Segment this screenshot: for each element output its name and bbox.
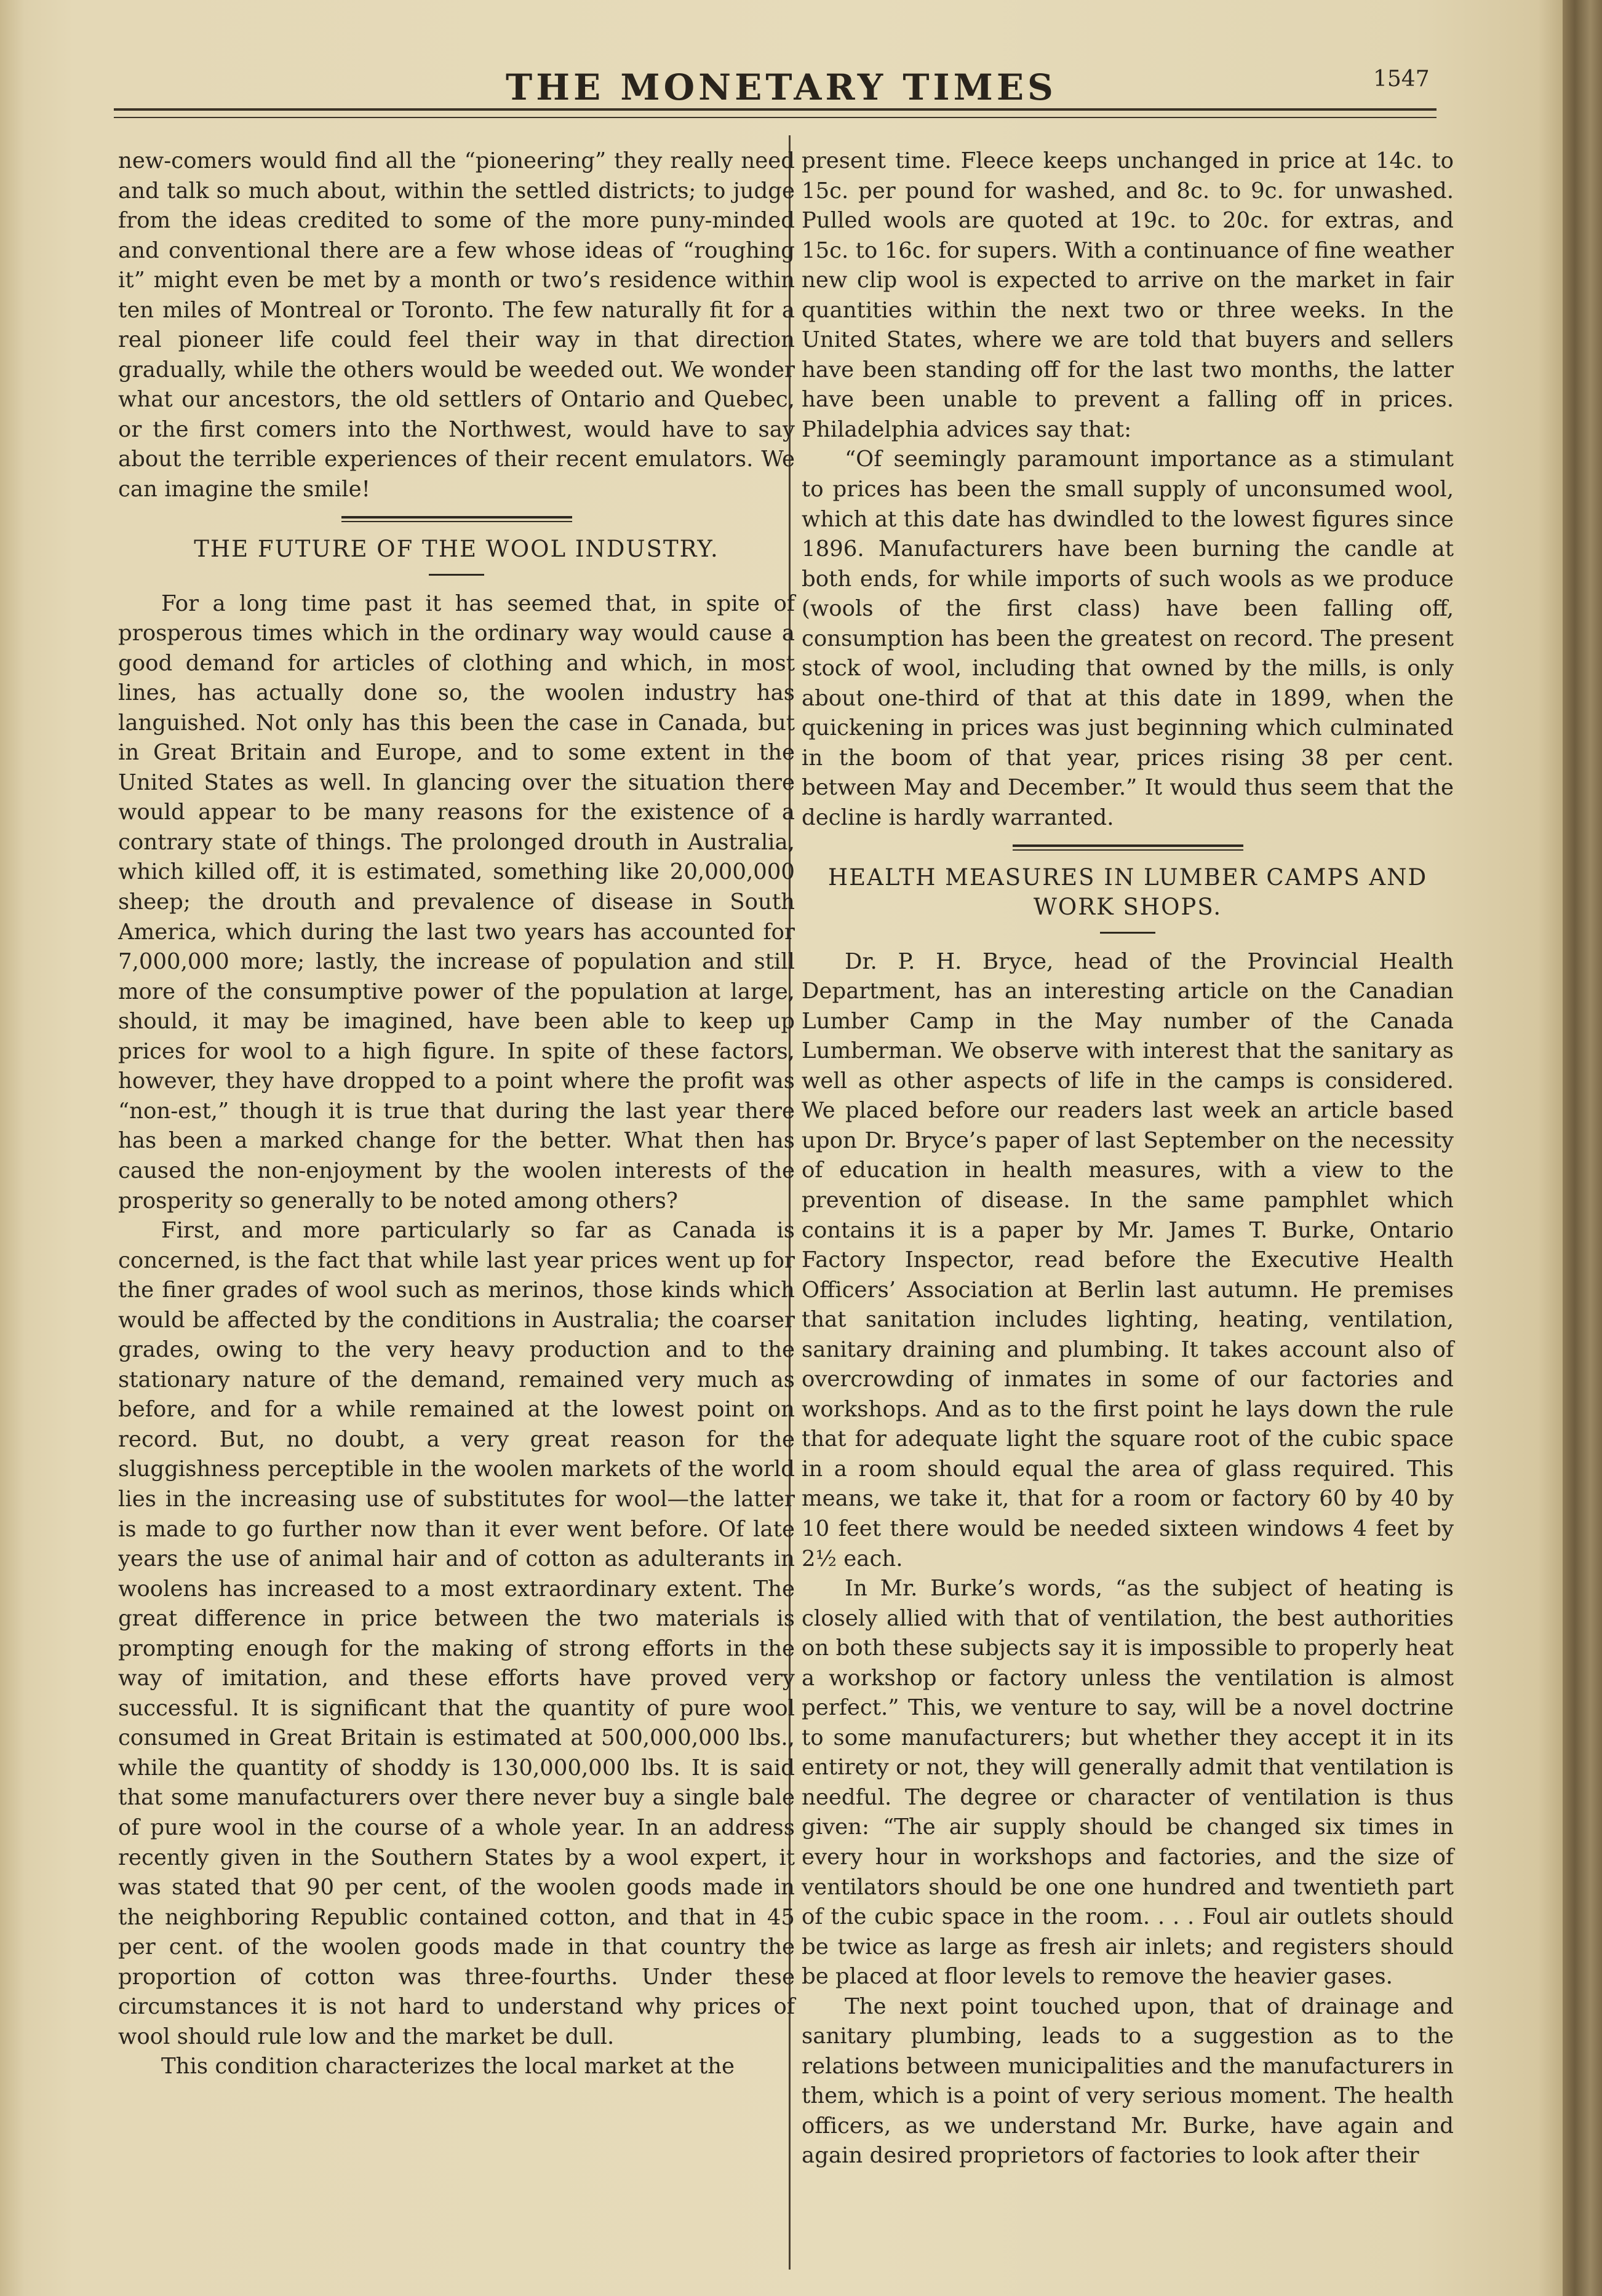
health-paragraph-1: Dr. P. H. Bryce, head of the Provincial Health Department, has an interesting article on the Canadian Lumber Camp in the May number of the Canada Lumberman. We observe with interest that the sanitary as well as other aspects of life in the camps is considered. We placed before our readers last week an article based upon Dr. Bryce’s paper of last September on the necessity of education in health measures, with a view to the prevention of disease. In the same pamphlet which contains it is a paper by Mr. James T. Burke, Ontario Factory Inspector, read before the Executive Health Officers’ Association at Berlin last autumn. He premises that sanitation includes lighting, heating, ventilation, sanitary draining and plumbing. It takes account also of overcrowding of inmates in some of our factories and workshops. And as to the first point he lays down the rule that for adequate light the square root of the cubic space in a room should equal the area of glass required. This means, we take it, that for a room or factory 60 by 40 by 10 feet there would be needed sixteen windows 4 feet by 2½ each. <box>802 948 1454 1571</box>
philadelphia-quote: “Of seemingly paramount importance as a stimulant to prices has been the small supply of unconsumed wool, which at this date has dwindled to the lowest figures since 1896. Manufacturers have been burning the candle at both ends, for while imports of such wools as we produce (wools of the first class) have been falling off, consumption has been the greatest on record. The present stock of wool, including that owned by the mills, is only about one-third of that at this date in 1899, when the quickening in prices was just beginning which culminated in the boom of that year, prices rising 38 per cent. between May and December.” It would thus seem that the decline is hardly warranted. <box>802 447 1454 831</box>
health-paragraph-2: In Mr. Burke’s words, “as the subject of heating is closely allied with that of ventilation, the best authorities on both these subjects say it is impossible to properly heat a workshop or factory unless the ventilation is almost perfect.” This, we venture to say, will be a novel doctrine to some manufacturers; but whether they accept it in its entirety or not, they will generally admit that ventilation is needful. The degree or character of ventilation is thus given: “The air supply should be changed six times in every hour in workshops and factories, and the size of ventilators should be one one hundred and twentieth part of the cubic space in the room. . . . Foul air outlets should be twice as large as fresh air inlets; and registers should be placed at floor levels to remove the heavier gases. <box>802 1576 1454 1990</box>
left-column <box>118 146 795 2082</box>
header-rule-top <box>114 108 1437 111</box>
health-paragraph-3: The next point touched upon, that of drainage and sanitary plumbing, leads to a suggestion as to the relations between municipalities and the manufacturers in them, which is a point of very serious moment. The health officers, as we understand Mr. Burke, have again and again desired proprietors of factories to look after their <box>802 1993 1454 2169</box>
page-number: 1547 <box>1373 66 1430 92</box>
right-column <box>802 146 1454 2171</box>
article-heading-health: HEALTH MEASURES IN LUMBER CAMPS AND WORK SHOPS. <box>827 864 1428 920</box>
page-header-title: THE MONETARY TIMES <box>506 66 1057 108</box>
section-divider-ornament <box>341 516 572 522</box>
section-divider-ornament-2 <box>1013 844 1243 851</box>
intro-paragraph: new-comers would find all the “pioneering” they really need and talk so much about, within the settled districts; to judge from the ideas credited to some of the more puny-minded and conventional there are a few whose ideas of “roughing it” might even be met by a month or two’s residence within ten miles of Montreal or Toronto. The few naturally fit for a real pioneer life could feel their way in that direction gradually, while the others would be weeded out. We wonder what our ancestors, the old settlers of Ontario and Quebec, or the first comers into the Northwest, would have to say about the terrible experiences of their recent emulators. We can imagine the smile! <box>118 148 795 502</box>
wool-paragraph-2: First, and more particularly so far as Canada is concerned, is the fact that while last year prices went up for the finer grades of wool such as merinos, those kinds which would be affected by the conditions in Australia; the coarser grades, owing to the very heavy production and to the stationary nature of the demand, remained very much as before, and for a while remained at the lowest point on record. But, no doubt, a very great reason for the sluggishness perceptible in the woolen markets of the world lies in the increasing use of substitutes for wool—the latter is made to go further now than it ever went before. Of late years the use of animal hair and of cotton as adulterants in woolens has increased to a most extraordinary extent. The great difference in price between the two materials is prompting enough for the making of strong efforts in the way of imitation, and these efforts have proved very successful. It is significant that the quantity of pure wool consumed in Great Britain is estimated at 500,000,000 lbs., while the quantity of shoddy is 130,000,000 lbs. It is said that some manufacturers over there never buy a single bale of pure wool in the course of a whole year. In an address recently given in the Southern States by a wool expert, it was stated that 90 per cent, of the woolen goods made in the neighboring Republic contained cotton, and that in 45 per cent. of the woolen goods made in that country the proportion of cotton was three-fourths. Under these circumstances it is not hard to understand why prices of wool should rule low and the market be dull. <box>118 1218 795 2049</box>
heading-underline <box>429 574 484 576</box>
wool-market-continuation: present time. Fleece keeps unchanged in price at 14c. to 15c. per pound for washed, and 8c. to 9c. for unwashed. Pulled wools are quoted at 19c. to 20c. for extras, and 15c. to 16c. for supers. With a continuance of fine weather new clip wool is expected to arrive on the market in fair quantities within the next two or three weeks. In the United States, where we are told that buyers and sellers have been standing off for the last two months, the latter have been unable to prevent a falling off in prices. Philadelphia advices say that: <box>802 148 1454 442</box>
article-heading-wool: THE FUTURE OF THE WOOL INDUSTRY. <box>194 535 719 562</box>
header-rule-bottom <box>114 117 1437 118</box>
book-spine <box>1563 0 1602 2296</box>
wool-paragraph-3: This condition characterizes the local market at the <box>161 2054 735 2080</box>
heading-underline-2 <box>1100 932 1155 934</box>
wool-paragraph-1: For a long time past it has seemed that, in spite of prosperous times which in the ordinary way would cause a good demand for articles of clothing and which, in most lines, has actually done so, the woolen industry has languished. Not only has this been the case in Canada, but in Great Britain and Europe, and to some extent in the United States as well. In glancing over the situation there would appear to be many reasons for the existence of a contrary state of things. The prolonged drouth in Australia, which killed off, it is estimated, something like 20,000,000 sheep; the drouth and prevalence of disease in South America, which during the last two years has accounted for 7,000,000 more; lastly, the increase of population and still more of the consumptive power of the population at large, should, it may be imagined, have been able to keep up prices for wool to a high figure. In spite of these factors, however, they have dropped to a point where the profit was “non-est,” though it is true that during the last year there has been a marked change for the better. What then has caused the non-enjoyment by the woolen interests of the prosperity so generally to be noted among others? <box>118 590 795 1214</box>
